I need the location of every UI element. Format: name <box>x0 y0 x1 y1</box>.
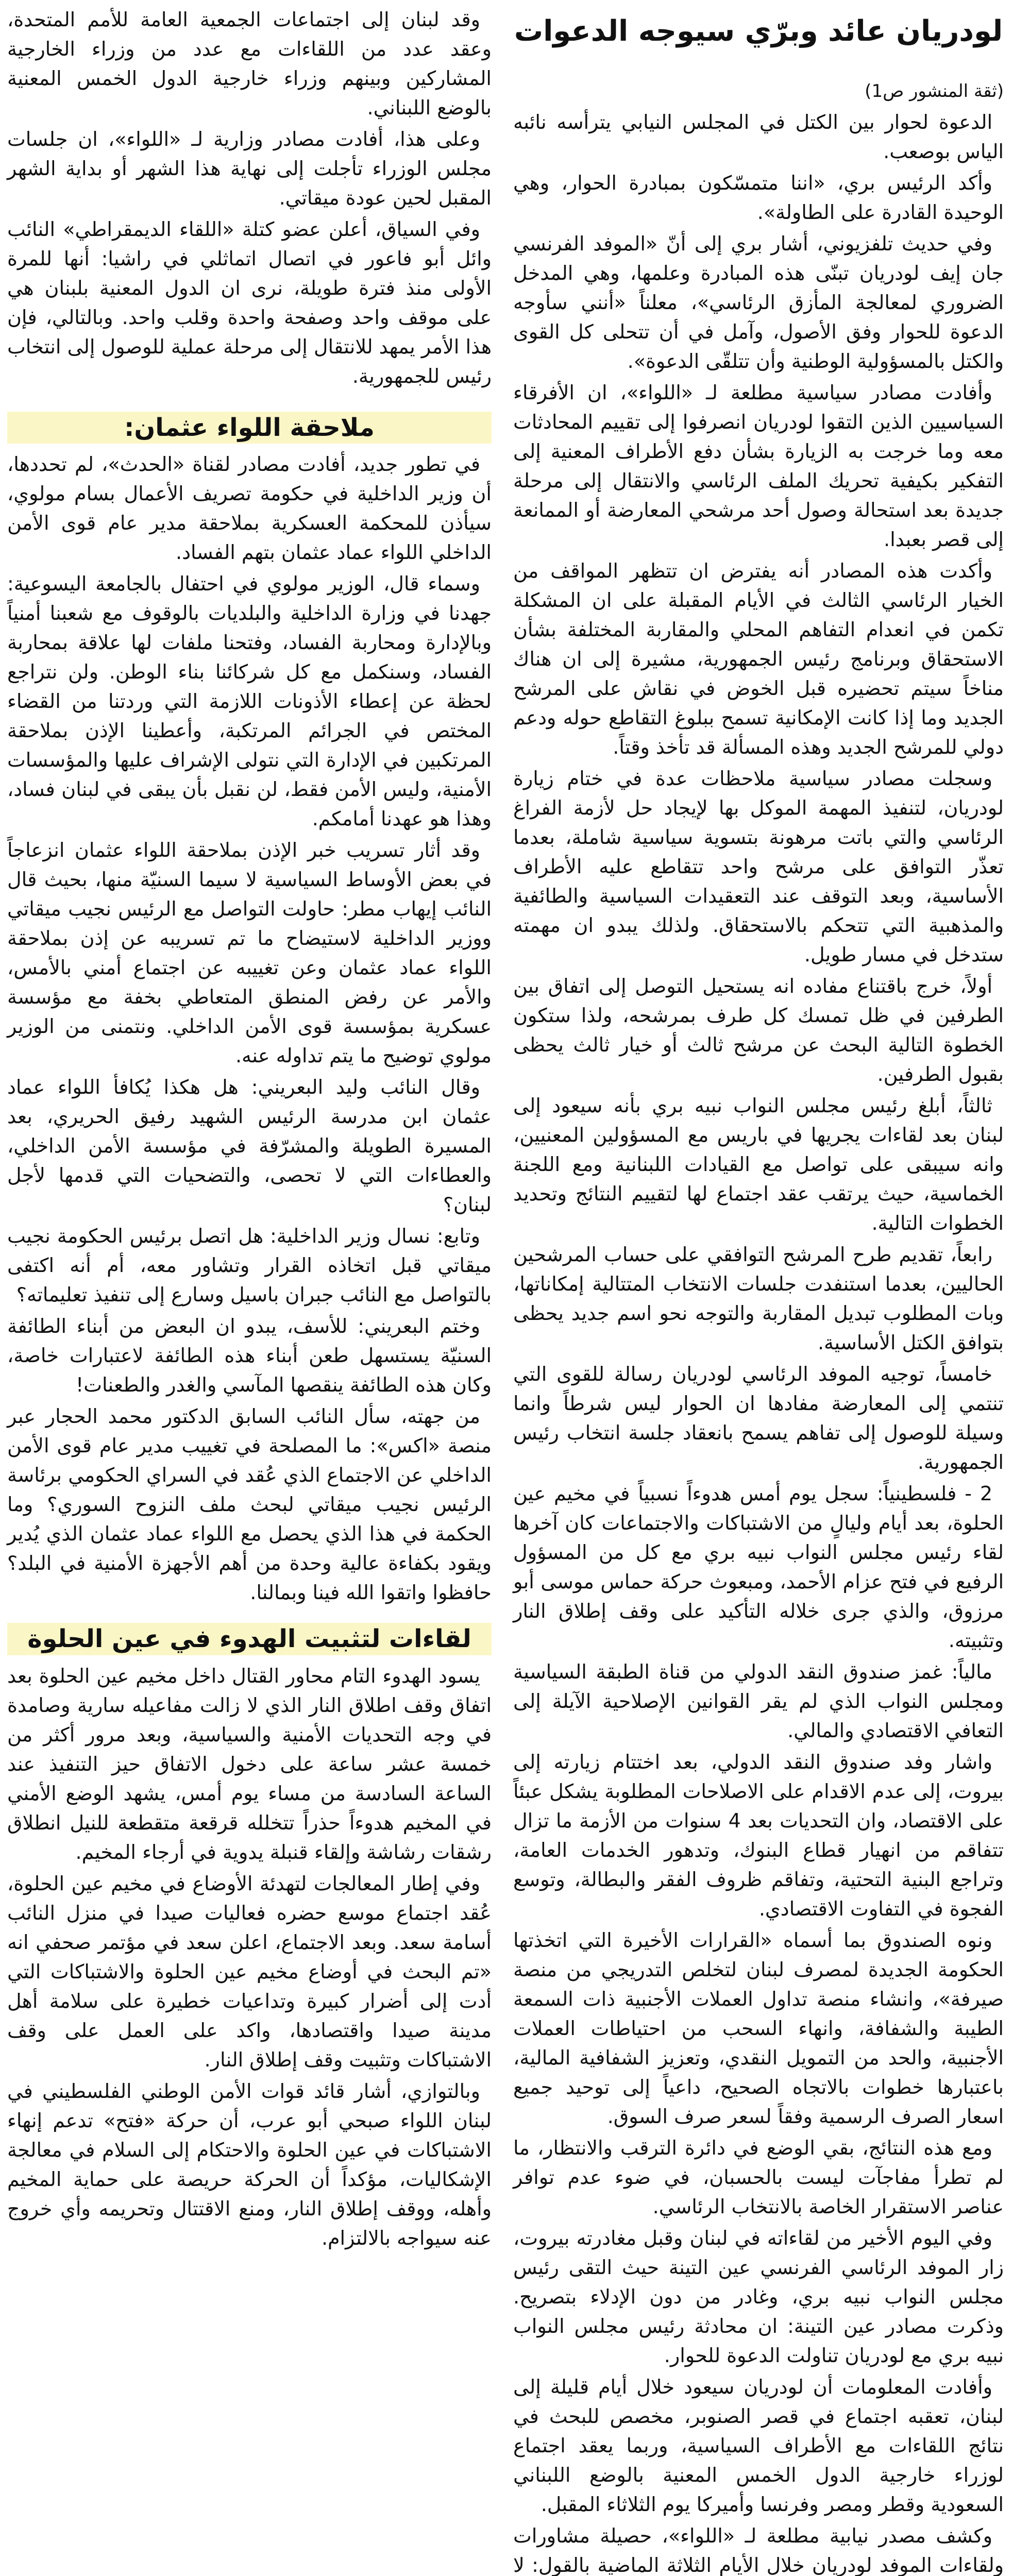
article-paragraph: وختم البعريني: للأسف، يبدو ان البعض من أبناء الطائفة السنيّة يستسهل طعن أبناء هذه الطائفة لاعتبارات خاصة، وكان هذه الطائفة ينقصها المآسي والغدر والطعنات! <box>7 1315 492 1397</box>
section-body-othman <box>7 450 492 1607</box>
article-paragraph: وقد أثار تسريب خبر الإذن بملاحقة اللواء عثمان انزعاجاً في بعض الأوساط السياسية لا سيما السنيّة منها، بحيث قال النائب إيهاب مطر: حاولت التواصل مع الرئيس نجيب ميقاتي ووزير الداخلية لاستيضاح ما تم تسريبه عن إذن بملاحقة اللواء عماد عثمان وعن تغييبه عن اجتماع أمني بالأمس، والأمر عن رفض المنطق المتعاطي بخفة مع مؤسسة عسكرية بمؤسسة قوى الأمن الداخلي. ونتمنى من الوزير مولوي توضيح ما يتم تداوله عنه. <box>7 839 492 1067</box>
article-paragraph: رابعاً، تقديم طرح المرشح التوافقي على حساب المرشحين الحاليين، بعدما استنفدت جلسات الانتخاب المتتالية إمكاناتها، وبات المطلوب تبديل المقاربة والتوجه نحو اسم جديد يحظى بتوافق الكتل الأساسية. <box>513 1243 1004 1354</box>
article-paragraph: وبالتوازي، أشار قائد قوات الأمن الوطني الفلسطيني في لبنان اللواء صبحي أبو عرب، أن حركة «فتح» تدعم إنهاء الاشتباكات في عين الحلوة والاحتكام إلى السلام في معالجة الإشكاليات، مؤكداً أن الحركة حريصة على حماية المخيم وأهله، ووقف إطلاق النار، ومنع الاقتتال وتحريمه وأي خروج عنه سيواجه بالالتزام. <box>7 2079 492 2249</box>
article-paragraph: وفي حديث تلفزيوني، أشار بري إلى أنّ «الموفد الفرنسي جان إيف لودريان تبنّى هذه المبادرة وعلمها، وهي المدخل الضروري لمعالجة المأزق الرئاسي»، معلناً «أنني سأوجه الدعوة للحوار وفق الأصول، وآمل في أن تتحلى كل القوى والكتل بالمسؤولية الوطنية وأن تتلقّى الدعوة». <box>513 232 1004 372</box>
article-paragraph: وأفادت المعلومات أن لودريان سيعود خلال أيام قليلة إلى لبنان، تعقبه اجتماع في قصر الصنوبر، مخصص للبحث في نتائج اللقاءات مع الأطراف السياسية، وربما يعقد اجتماع لوزراء خارجية الدول الخمس المعنية بالوضع اللبناني السعودية وقطر ومصر وفرنسا وأميركا يوم الثلاثاء المقبل. <box>513 2376 1004 2516</box>
left-column <box>0 0 502 2255</box>
article-paragraph: وتابع: نسال وزير الداخلية: هل اتصل برئيس الحكومة نجيب ميقاتي قبل اتخاذه القرار وتشاور معه، أم أنه اكتفى بالتواصل مع النائب جبران باسيل وسارع إلى تنفيذ تعليماته؟ <box>7 1225 492 1307</box>
right-article-body <box>513 108 1004 2576</box>
article-paragraph: وأكد الرئيس بري، «اننا متمسّكون بمبادرة الحوار، وهي الوحيدة القادرة على الطاولة». <box>513 172 1004 224</box>
article-paragraph: وكشف مصدر نيابية مطلعة لـ «اللواء»، حصيلة مشاورات ولقاءات الموفد لودريان خلال الأيام الثلاثة الماضية بالقول: لا <box>513 2524 1004 2576</box>
article-paragraph: ومع هذه النتائج، بقي الوضع في دائرة الترقب والانتظار، ما لم تطرأ مفاجآت ليست بالحسبان، في ضوء عدم توافر عناصر الاستقرار الخاصة بالانتخاب الرئاسي. <box>513 2137 1004 2218</box>
article-paragraph: وفي السياق، أعلن عضو كتلة «اللقاء الديمقراطي» النائب وائل أبو فاعور في اتصال اتماثلي في راشيا: أنها للمرة الأولى منذ فترة طويلة، نرى ان الدول المعنية بلبنان هي على موقف واحد وصفحة واحدة وقلب واحد. وبالتالي، فإن هذا الأمر يمهد للانتقال إلى مرحلة عملية للوصول إلى انتخاب رئيس للجمهورية. <box>7 218 492 387</box>
article-paragraph: أولاً، خرج باقتناع مفاده انه يستحيل التوصل إلى اتفاق بين الطرفين في ظل تمسك كل طرف بمرشحه، ولذا ستكون الخطوة التالية البحث عن مرشح ثالث أو خيار ثالث يحظى بقبول الطرفين. <box>513 975 1004 1086</box>
article-paragraph: مالياً: غمز صندوق النقد الدولي من قناة الطبقة السياسية ومجلس النواب الذي لم يقر القوانين الإصلاحية الآيلة إلى التعافي الاقتصادي والمالي. <box>513 1660 1004 1742</box>
page-title: لودريان عائد وبرّي سيوجه الدعوات <box>514 14 1003 48</box>
section-body-ain-helweh <box>7 1662 492 2253</box>
left-intro-body <box>7 5 492 391</box>
article-paragraph: من جهته، سأل النائب السابق الدكتور محمد الحجار عبر منصة «اكس»: ما المصلحة في تغييب مدير عام قوى الأمن الداخلي عن الاجتماع الذي عُقد في السراي الحكومي برئاسة الرئيس نجيب ميقاتي لبحث ملف النزوح السوري؟ وما الحكمة في هذا الذي يحصل مع اللواء عماد عثمان الذي يُدير ويقود بكفاءة عالية وحدة من أهم الأجهزة الأمنية في البلد؟ حافظوا واتقوا الله فينا وبمالنا. <box>7 1405 492 1604</box>
section-title-othman: ملاحقة اللواء عثمان: <box>7 412 492 444</box>
article-paragraph: واشار وفد صندوق النقد الدولي، بعد اختتام زيارته إلى بيروت، إلى عدم الاقدام على الاصلاحات المطلوبة يشكل عبئاً على الاقتصاد، وان التحديات بعد 4 سنوات من الأزمة ما تزال تتفاقم من انهيار قطاع البنوك، وتدهور الخدمات العامة، وتراجع البنية التحتية، وتفاقم ظروف الفقر والبطالة، وتوسع الفجوة في التفاوت الاقتصادي. <box>513 1751 1004 1920</box>
article-paragraph: ثالثاً، أبلغ رئيس مجلس النواب نبيه بري بأنه سيعود إلى لبنان بعد لقاءات يجريها في باريس مع المسؤولين المعنيين، وانه سيبقى على تواصل مع القيادات اللبنانية ومع اللجنة الخماسية، حيث يرتقب عقد اجتماع لها لتقييم النتائج وتحديد الخطوات التالية. <box>513 1094 1004 1234</box>
article-paragraph: وقال النائب وليد البعريني: هل هكذا يُكافأ اللواء عماد عثمان ابن مدرسة الرئيس الشهيد رفيق الحريري، بعد المسيرة الطويلة والمشرّفة في مؤسسة الأمن الداخلي، والعطاءات التي لا تحصى، والتضحيات التي قدمها لأجل لبنان؟ <box>7 1076 492 1216</box>
article-paragraph: وفي إطار المعالجات لتهدئة الأوضاع في مخيم عين الحلوة، عُقد اجتماع موسع حضره فعاليات صيدا في منزل النائب أسامة سعد. وبعد الاجتماع، اعلن سعد في مؤتمر صحفي انه «تم البحث في أوضاع مخيم عين الحلوة والاشتباكات التي أدت إلى أضرار كبيرة وتداعيات خطيرة على سلامة أهل مدينة صيدا واقتصادها، واكد على العمل على وقف الاشتباكات وتثبيت وقف إطلاق النار. <box>7 1872 492 2071</box>
article-paragraph: في تطور جديد، أفادت مصادر لقناة «الحدث»، لم تحددها، أن وزير الداخلية في حكومة تصريف الأعمال بسام مولوي، سيأذن للمحكمة العسكرية بملاحقة مدير عام قوى الأمن الداخلي اللواء عماد عثمان بتهم الفساد. <box>7 453 492 564</box>
article-paragraph: وأكدت هذه المصادر أنه يفترض ان تتظهر المواقف من الخيار الرئاسي الثالث في الأيام المقبلة على ان المشكلة تكمن في انعدام التفاهم المحلي والمقاربة المختلفة بشأن الاستحقاق وبرنامج رئيس الجمهورية، مشيرة إلى ان هناك مناخاً سيتم تحضيره قبل الخوض في نقاش على المرشح الجديد وما إذا كانت الإمكانية تسمح ببلوغ التقاطع حوله ودعم دولي للمرشح الجديد وهذه المسألة قد تأخذ وقتاً. <box>513 560 1004 758</box>
article-paragraph: الدعوة لحوار بين الكتل في المجلس النيابي يترأسه نائبه الياس بوصعب. <box>513 111 1004 163</box>
section-title-ain-helweh: لقاءات لتثبيت الهدوء في عين الحلوة <box>7 1623 492 1655</box>
source-note: (ثقة المنشور ص1) <box>865 81 1004 101</box>
right-column <box>502 0 1012 2576</box>
article-paragraph: وفي اليوم الأخير من لقاءاته في لبنان وقبل مغادرته بيروت، زار الموفد الرئاسي الفرنسي عين التينة حيث التقى رئيس مجلس النواب نبيه بري، وغادر من دون الإدلاء بتصريح. وذكرت مصادر عين التينة: ان محادثة رئيس مجلس النواب نبيه بري مع لودريان تناولت الدعوة للحوار. <box>513 2227 1004 2367</box>
article-paragraph: وسماء قال، الوزير مولوي في احتفال بالجامعة اليسوعية: جهدنا في وزارة الداخلية والبلديات بالوقوف مع شعبنا أمنياً وبالإدارة ومحاربة الفساد، وفتحنا ملفات لها علاقة بمحاربة الفساد، وسنكمل مع كل شركائنا بناء الوطن. ولن نتراجع لحظة عن إعطاء الأذونات اللازمة التي وردتنا من القضاء المختص في الجرائم المرتكبة، وأعطينا الإذن بملاحقة المرتكبين في الإدارة التي نتولى الإشراف عليها والمؤسسات الأمنية، وليس الأمن فقط، لن نقبل بأن يبقى في لبنان فساد، وهذا هو عهدنا أمامكم. <box>7 572 492 831</box>
article-paragraph: وأفادت مصادر سياسية مطلعة لـ «اللواء»، ان الأفرقاء السياسيين الذين التقوا لودريان انصرفوا إلى تقييم المحادثات معه وما خرجت به الزيارة بشأن دفع الأطراف المعنية إلى التفكير بكيفية تحريك الملف الرئاسي والانتقال إلى مرحلة جديدة بعد استحالة وصول أحد مرشحي المعارضة أو الممانعة إلى قصر بعبدا. <box>513 381 1004 551</box>
article-paragraph: ونوه الصندوق بما أسماه «القرارات الأخيرة التي اتخذتها الحكومة الجديدة لمصرف لبنان لتخلص التدريجي من منصة صيرفة»، وانشاء منصة تداول العملات الأجنبية ذات السمعة الطيبة والشفافة، وانهاء السحب من احتياطات العملات الأجنبية، والحد من التمويل النقدي، وتعزيز الشفافية المالية، باعتبارها خطوات بالاتجاه الصحيح، داعياً إلى توحيد جميع اسعار الصرف الرسمية وفقاً لسعر صرف السوق. <box>513 1929 1004 2128</box>
article-paragraph: يسود الهدوء التام محاور القتال داخل مخيم عين الحلوة بعد اتفاق وقف اطلاق النار الذي لا زالت مفاعيله سارية وصامدة في وجه التحديات الأمنية والسياسية، وبعد مرور أكثر من خمسة عشر ساعة على دخول الاتفاق حيز التنفيذ عند الساعة السادسة من مساء يوم أمس، يشهد الوضع الأمني في المخيم هدوءاً حذراً تتخلله قرقعة متقطعة للنيل انطلاق رشقات رشاشة وإلقاء قنبلة يدوية في أرجاء المخيم. <box>7 1664 492 1863</box>
article-paragraph: وسجلت مصادر سياسية ملاحظات عدة في ختام زيارة لودريان، لتنفيذ المهمة الموكل بها لإيجاد حل لأزمة الفراغ الرئاسي والتي باتت مرهونة بتسوية سياسية شاملة، بعدما تعذّر التوافق على مرشح واحد تتقاطع عليه الأطراف الأساسية، وبعد التوقف عند التعقيدات السياسية والطائفية والمذهبية التي تتحكم بالاستحقاق. ولذلك يبدو ان مهمته ستدخل في مسار طويل. <box>513 767 1004 966</box>
article-paragraph: خامساً، توجيه الموفد الرئاسي لودريان رسالة للقوى التي تنتمي إلى المعارضة مفادها ان الحوار ليس شرطاً وانما وسيلة للوصول إلى تفاهم يسمح بانعقاد جلسة انتخاب رئيس الجمهورية. <box>513 1363 1004 1473</box>
article-paragraph: 2 - فلسطينياً: سجل يوم أمس هدوءاً نسبياً في مخيم عين الحلوة، بعد أيام وليالٍ من الاشتباكات والاجتماعات كان آخرها لقاء رئيس مجلس النواب نبيه بري مع كل من المسؤول الرفيع في فتح عزام الأحمد، ومبعوث حركة حماس موسى أبو مرزوق، والذي جرى خلاله التأكيد على وقف إطلاق النار وتثبيته. <box>513 1482 1004 1652</box>
article-paragraph: وقد لبنان إلى اجتماعات الجمعية العامة للأمم المتحدة، وعقد عدد من اللقاءات مع عدد من وزراء الخارجية المشاركين وبينهم وزراء خارجية الدول الخمس المعنية بالوضع اللبناني. <box>7 8 492 119</box>
article-paragraph: وعلى هذا، أفادت مصادر وزارية لـ «اللواء»، ان جلسات مجلس الوزراء تأجلت إلى نهاية هذا الشهر أو بداية الشهر المقبل لحين عودة ميقاتي. <box>7 128 492 209</box>
